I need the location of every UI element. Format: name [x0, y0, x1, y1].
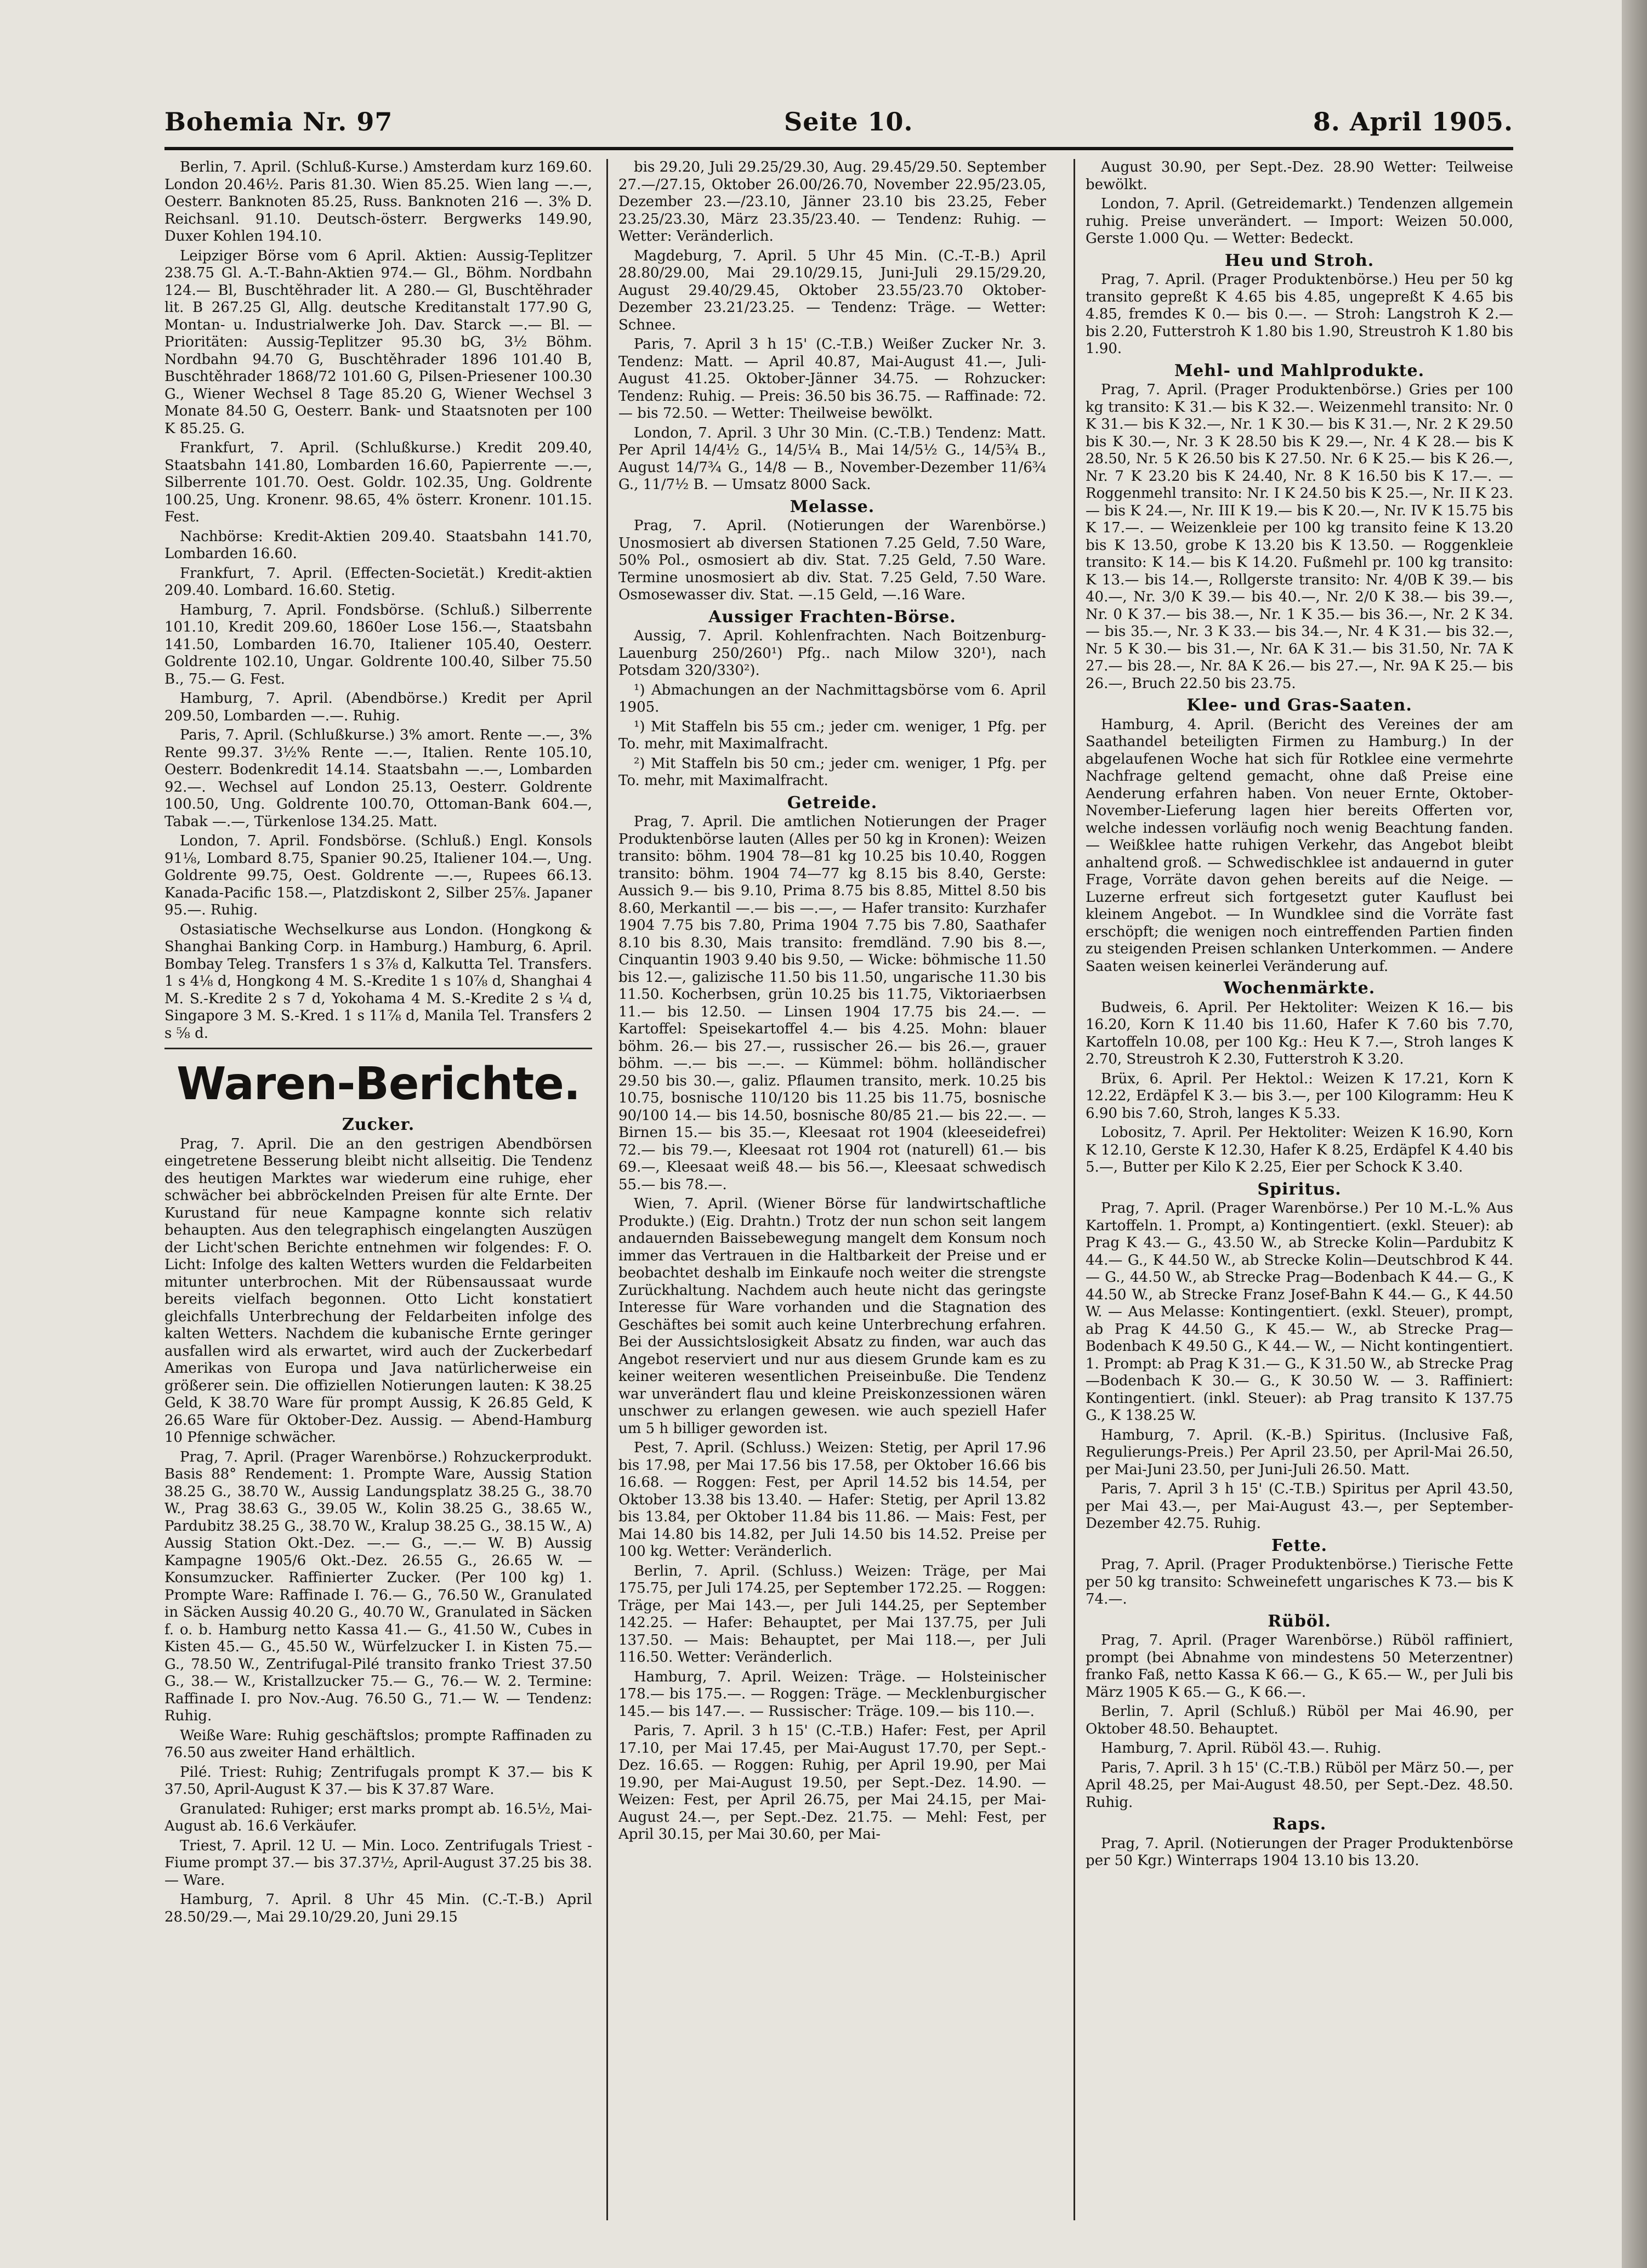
- subsection-heading: Raps.: [1272, 1815, 1327, 1834]
- subsection-heading: Getreide.: [787, 793, 878, 812]
- market-report-paragraph: Paris, 7. April 3 h 15' (C.-T.B.) Weißer Zucker Nr. 3. Tendenz: Matt. — April 40.87, Mai-August 41.—, Juli-August 41.25. Oktober-Jänner 34.75. — Rohzucker: Tendenz: Ruhig. — Preis: 36.50 bis 36.75. — Raffinade: 72.— bis 72.50. — Wetter: Theilweise bewölkt.: [618, 336, 1046, 422]
- page-header: [164, 107, 1513, 145]
- market-report-paragraph: August 30.90, per Sept.-Dez. 28.90 Wetter: Teilweise bewölkt.: [1086, 159, 1513, 193]
- market-report-paragraph: ¹) Abmachungen an der Nachmittagsbörse vom 6. April 1905.: [618, 681, 1046, 715]
- subsection-heading: Rüböl.: [1268, 1611, 1331, 1631]
- market-report-paragraph: ¹) Mit Staffeln bis 55 cm.; jeder cm. weniger, 1 Pfg. per To. mehr, mit Maximalfracht.: [618, 718, 1046, 752]
- column-2: [618, 159, 1046, 2226]
- publication-title: Bohemia Nr. 97: [164, 107, 393, 137]
- subsection-heading: Aussiger Frachten-Börse.: [708, 607, 956, 627]
- market-report-paragraph: Hamburg, 4. April. (Bericht des Vereines der am Saathandel beteiligten Firmen zu Hamburg.) In der abgelaufenen Woche hat sich für Rotklee eine vermehrte Nachfrage geltend gemacht, ohne daß Preise eine Aenderung erfahren haben. Von neuer Ernte, Oktober-November-Lieferung lagen hier bereits Offerten vor, welche indessen vorläufig noch wenig Beachtung fanden. — Weißklee hatte ruhigen Verkehr, das Angebot bleibt anhaltend groß. — Schwedischklee ist andauernd in guter Frage, Vorräte davon gehen bereits auf die Neige. — Luzerne erfreut sich fortgesetzt guter Kauflust bei kleinem Angebot. — In Wundklee sind die Vorräte fast erschöpft; die wenigen noch eintreffenden Partien finden zu steigenden Preisen schlanken Unterkommen. — Andere Saaten weisen keinerlei Veränderung auf.: [1086, 716, 1513, 975]
- market-report-paragraph: Leipziger Börse vom 6 April. Aktien: Aussig-Teplitzer 238.75 Gl. A.-T.-Bahn-Aktien 974.— Gl., Böhm. Nordbahn 124.— Bl, Buschtěhrader lit. A 280.— Gl, Buschtěhrader lit. B 267.25 Gl, Allg. deutsche Kreditanstalt 177.90 G, Montan- u. Industrialwerke Joh. Dav. Starck —.— Bl. — Prioritäten: Aussig-Teplitzer 95.30 bG, 3½ Böhm. Nordbahn 94.70 G, Buschtěhrader 1896 101.40 B, Buschtěhrader 1868/72 101.60 G, Pilsen-Priesener 100.30 G., Wiener Wechsel 8 Tage 85.20 G, Wiener Wechsel 3 Monate 84.50 G, Oesterr. Bank- und Staatsnoten per 100 K 85.25. G.: [164, 247, 592, 437]
- market-report-paragraph: Granulated: Ruhiger; erst marks prompt ab. 16.5½, Mai-August ab. 16.6 Verkäufer.: [164, 1800, 592, 1834]
- market-report-paragraph: Hamburg, 7. April. Weizen: Träge. — Holsteinischer 178.— bis 175.—. — Roggen: Träge. — Mecklenburgischer 145.— bis 147.—. — Russischer: Träge. 109.— bis 110.—.: [618, 1668, 1046, 1720]
- market-report-paragraph: Prag, 7. April. (Prager Warenbörse.) Per 10 M.-L.% Aus Kartoffeln. 1. Prompt, a) Kontingentiert. (exkl. Steuer): ab Prag K 43.— G., 43.50 W., ab Strecke Kolin—Pardubitz K 44.— G., K 44.50 W., ab Strecke Kolin—Deutschbrod K 44.— G., 44.50 W., ab Strecke Prag—Bodenbach K 44.— G., K 44.50 W., ab Strecke Franz Josef-Bahn K 44.— G., K 44.50 W. — Aus Melasse: Kontingentiert. (exkl. Steuer), prompt, ab Prag K 44.50 G., K 45.— W., ab Strecke Prag—Bodenbach K 49.50 G., K 44.— W., — Nicht kontingentiert. 1. Prompt: ab Prag K 31.— G., K 31.50 W., ab Strecke Prag—Bodenbach K 30.— G., K 30.50 W. — 3. Raffiniert: Kontingentiert. (inkl. Steuer): ab Prag transito K 137.75 G., K 138.25 W.: [1086, 1200, 1513, 1424]
- market-report-paragraph: Hamburg, 7. April. 8 Uhr 45 Min. (C.-T.-B.) April 28.50/29.—, Mai 29.10/29.20, Juni 29.15: [164, 1891, 592, 1925]
- market-report-paragraph: Berlin, 7. April (Schluß.) Rüböl per Mai 46.90, per Oktober 48.50. Behauptet.: [1086, 1703, 1513, 1737]
- market-report-paragraph: London, 7. April. Fondsbörse. (Schluß.) Engl. Konsols 91⅛, Lombard 8.75, Spanier 90.25, Italiener 104.—, Ung. Goldrente 99.75, Oest. Goldrente —.—, Rupees 66.13. Kanada-Pacific 158.—, Platzdiskont 2, Silber 25⅞. Japaner 95.—. Ruhig.: [164, 833, 592, 918]
- market-report-paragraph: London, 7. April. (Getreidemarkt.) Tendenzen allgemein ruhig. Preise unverändert. — Import: Weizen 50.000, Gerste 1.000 Qu. — Wetter: Bedeckt.: [1086, 196, 1513, 247]
- subsection-heading: Klee- und Gras-Saaten.: [1186, 696, 1412, 715]
- market-report-paragraph: Triest, 7. April. 12 U. — Min. Loco. Zentrifugals Triest - Fiume prompt 37.— bis 37.37½, April-August 37.25 bis 38.— Ware.: [164, 1837, 592, 1889]
- subsection-heading: Melasse.: [790, 497, 875, 516]
- market-report-paragraph: Paris, 7. April 3 h 15' (C.-T.B.) Spiritus per April 43.50, per Mai 43.—, per Mai-August 43.—, per September-Dezember 42.75. Ruhig.: [1086, 1481, 1513, 1532]
- column-3: [1086, 159, 1513, 2226]
- subsection-heading: Spiritus.: [1257, 1179, 1342, 1199]
- market-report-paragraph: Brüx, 6. April. Per Hektol.: Weizen K 17.21, Korn K 12.22, Erdäpfel K 3.— bis 3.—, per 100 Kilogramm: Heu K 6.90 bis 7.60, Stroh, langes K 5.33.: [1086, 1070, 1513, 1122]
- subsection-heading: Fette.: [1271, 1536, 1327, 1555]
- column-divider: [606, 159, 608, 2220]
- issue-date: 8. April 1905.: [1313, 107, 1513, 137]
- market-report-paragraph: Magdeburg, 7. April. 5 Uhr 45 Min. (C.-T.-B.) April 28.80/29.00, Mai 29.10/29.15, Juni-Juli 29.15/29.20, August 29.40/29.45, Oktober 23.55/23.70 Oktober-Dezember 23.21/23.25. — Tendenz: Träge. — Wetter: Schnee.: [618, 247, 1046, 333]
- market-report-paragraph: Berlin, 7. April. (Schluss.) Weizen: Träge, per Mai 175.75, per Juli 174.25, per September 172.25. — Roggen: Träge, per Mai 143.—, per Juli 144.25, per September 142.25. — Hafer: Behauptet, per Mai 137.75, per Juli 137.50. — Mais: Behauptet, per Mai 118.—, per Juli 116.50. Wetter: Veränderlich.: [618, 1562, 1046, 1666]
- market-report-paragraph: Nachbörse: Kredit-Aktien 209.40. Staatsbahn 141.70, Lombarden 16.60.: [164, 528, 592, 562]
- page-number: Seite 10.: [784, 107, 913, 137]
- market-report-paragraph: Lobositz, 7. April. Per Hektoliter: Weizen K 16.90, Korn K 12.10, Gerste K 12.30, Hafer K 8.25, Erdäpfel K 4.40 bis 5.—, Butter per Kilo K 2.25, Eier per Schock K 3.40.: [1086, 1124, 1513, 1175]
- market-report-paragraph: bis 29.20, Juli 29.25/29.30, Aug. 29.45/29.50. September 27.—/27.15, Oktober 26.00/26.70, November 22.95/23.05, Dezember 23.—/23.10, Jänner 23.10 bis 23.25, Feber 23.25/23.30, März 23.35/23.40. — Tendenz: Ruhig. — Wetter: Veränderlich.: [618, 159, 1046, 245]
- subsection-heading: Wochenmärkte.: [1223, 979, 1376, 998]
- page-edge: [1622, 0, 1647, 2268]
- market-report-paragraph: Berlin, 7. April. (Schluß-Kurse.) Amsterdam kurz 169.60. London 20.46½. Paris 81.30. Wien 85.25. Wien lang —.—, Oesterr. Banknoten 85.25, Russ. Banknoten 216 —. 3% D. Reichsanl. 91.10. Deutsch-österr. Bergwerks 149.90, Duxer Kohlen 194.10.: [164, 159, 592, 245]
- market-report-paragraph: Hamburg, 7. April. Rüböl 43.—. Ruhig.: [1101, 1740, 1382, 1757]
- market-report-paragraph: Hamburg, 7. April. (Abendbörse.) Kredit per April 209.50, Lombarden —.—. Ruhig.: [164, 690, 592, 724]
- market-report-paragraph: Paris, 7. April. 3 h 15' (C.-T.B.) Hafer: Fest, per April 17.10, per Mai 17.45, per Mai-August 17.70, per Sept.-Dez. 16.65. — Roggen: Ruhig, per April 19.90, per Mai 19.90, per Mai-August 19.50, per Sept.-Dez. 14.90. — Weizen: Fest, per April 26.75, per Mai 24.15, per Mai-August 24.—, per Sept.-Dez. 21.75. — Mehl: Fest, per April 30.15, per Mai 30.60, per Mai-: [618, 1723, 1046, 1843]
- section-separator: [164, 1048, 592, 1049]
- market-report-paragraph: Prag, 7. April. (Notierungen der Prager Produktenbörse per 50 Kgr.) Winterraps 1904 13.10 bis 13.20.: [1086, 1835, 1513, 1869]
- subsection-heading: Mehl- und Mahlprodukte.: [1174, 361, 1425, 380]
- market-report-paragraph: London, 7. April. 3 Uhr 30 Min. (C.-T.B.) Tendenz: Matt. Per April 14/4½ G., 14/5¼ B., Mai 14/5½ G., 14/5¾ B., August 14/7¾ G., 14/8 — B., November-Dezember 11/6¾ G., 11/7½ B. — Umsatz 8000 Sack.: [618, 424, 1046, 493]
- market-report-paragraph: Frankfurt, 7. April. (Schlußkurse.) Kredit 209.40, Staatsbahn 141.80, Lombarden 16.60, Papierrente —.—, Silberrente 101.70. Oest. Goldr. 102.35, Ung. Goldrente 100.25, Ung. Kronenr. 98.65, 4% österr. Kronenr. 101.15. Fest.: [164, 440, 592, 525]
- market-report-paragraph: Paris, 7. April. 3 h 15' (C.-T.B.) Rüböl per März 50.—, per April 48.25, per Mai-August 48.50, per Sept.-Dez. 48.50. Ruhig.: [1086, 1759, 1513, 1811]
- market-report-paragraph: Prag, 7. April. Die an den gestrigen Abendbörsen eingetretene Besserung bleibt nicht allseitig. Die Tendenz des heutigen Marktes war wiederum eine ruhige, eher schwächer bei abbröckelnden Preisen für alte Ernte. Der Kurustand für neue Kampagne konnte sich relativ behaupten. Aus den telegraphisch eingelangten Auszügen der Licht'schen Berichte entnehmen wir folgendes: F. O. Licht: Infolge des kalten Wetters wurden die Feldarbeiten mitunter unterbrochen. Mit der Rübensaussaat wurde bereits vielfach begonnen. Otto Licht konstatiert gleichfalls Unterbrechung der Feldarbeiten infolge des kalten Wetters. Nachdem die kubanische Ernte geringer ausfallen wird als erwartet, wird auch der Zuckerbedarf Amerikas von Europa und Java natürlicherweise ein größerer sein. Die offiziellen Notierungen lauten: K 38.25 Geld, K 38.70 Ware für prompt Aussig, K 26.85 Geld, K 26.65 Ware für Oktober-Dez. Aussig. — Abend-Hamburg 10 Pfennige schwächer.: [164, 1135, 592, 1446]
- market-report-paragraph: Weiße Ware: Ruhig geschäftslos; prompte Raffinaden zu 76.50 aus zweiter Hand erhältlich.: [164, 1727, 592, 1761]
- market-report-paragraph: Hamburg, 7. April. Fondsbörse. (Schluß.) Silberrente 101.10, Kredit 209.60, 1860er Lose 156.—, Staatsbahn 141.50, Lombarden 16.70, Italiener 105.40, Oesterr. Goldrente 102.10, Ungar. Goldrente 100.40, Silber 75.50 B., 75.— G. Fest.: [164, 601, 592, 687]
- market-report-paragraph: Prag, 7. April. (Prager Produktenbörse.) Tierische Fette per 50 kg transito: Schweinefett ungarisches K 73.— bis K 74.—.: [1086, 1556, 1513, 1607]
- market-report-paragraph: Aussig, 7. April. Kohlenfrachten. Nach Boitzenburg-Lauenburg 250/260¹) Pfg.. nach Milow 320¹), nach Potsdam 320/330²).: [618, 628, 1046, 679]
- market-report-paragraph: Prag, 7. April. (Notierungen der Warenbörse.) Unosmosiert ab diversen Stationen 7.25 Geld, 7.50 Ware, 50% Pol., osmosiert ab div. Stat. 7.25 Geld, 7.50 Ware. Termine unosmosiert ab div. Stat. 7.25 Geld, 7.50 Ware. Osmosewasser div. Stat. —.15 Geld, —.16 Ware.: [618, 518, 1046, 603]
- section-heading: Waren-Berichte.: [177, 1058, 580, 1110]
- column-1: [164, 159, 592, 2226]
- market-report-paragraph: Budweis, 6. April. Per Hektoliter: Weizen K 16.— bis 16.20, Korn K 11.40 bis 11.60, Hafer K 7.60 bis 7.70, Kartoffeln 10.08, per 100 Kg.: Heu K 7.—, Stroh langes K 2.70, Streustroh K 2.30, Futterstroh K 3.20.: [1086, 999, 1513, 1067]
- market-report-paragraph: Prag, 7. April. (Prager Produktenbörse.) Gries per 100 kg transito: K 31.— bis K 32.—. Weizenmehl transito: Nr. 0 K 31.— bis K 32.—, Nr. 1 K 30.— bis K 31.—, Nr. 2 K 29.50 bis K 30.—, Nr. 3 K 28.50 bis K 29.—, Nr. 4 K 28.— bis K 28.50, Nr. 5 K 26.50 bis K 27.50. Nr. 6 K 25.— bis K 26.—, Nr. 7 K 23.20 bis K 24.40, Nr. 8 K 16.50 bis K 17.—. — Roggenmehl transito: Nr. I K 24.50 bis K 25.—, Nr. II K 23.— bis K 24.—, Nr. III K 19.— bis K 20.—, Nr. IV K 15.75 bis K 17.—. — Weizenkleie per 100 kg transito feine K 13.20 bis K 13.50, grobe K 13.20 bis K 13.50. — Roggenkleie transito: K 14.— bis K 14.20. Fußmehl pr. 100 kg transito: K 13.— bis 14.—, Rollgerste transito: Nr. 4/0B K 39.— bis 40.—, Nr. 3/0 K 39.— bis 40.—, Nr. 2/0 K 38.— bis 39.—, Nr. 0 K 37.— bis 38.—, Nr. 1 K 35.— bis 36.—, Nr. 2 K 34.— bis 35.—, Nr. 3 K 33.— bis 34.—, Nr. 4 K 31.— bis 32.—, Nr. 5 K 30.— bis 31.—, Nr. 6A K 31.— bis 31.50, Nr. 7A K 27.— bis 28.—, Nr. 8A K 26.— bis 27.—, Nr. 9A K 25.— bis 26.—, Bruch 22.50 bis 23.75.: [1086, 382, 1513, 692]
- subsection-heading: Zucker.: [342, 1115, 415, 1134]
- market-report-paragraph: Prag, 7. April. (Prager Warenbörse.) Rohzuckerprodukt. Basis 88° Rendement: 1. Prompte Ware, Aussig Station 38.25 G., 38.70 W., Aussig Landungsplatz 38.25 G., 38.70 W., Prag 38.63 G., 39.05 W., Kolin 38.25 G., 38.65 W., Pardubitz 38.25 G., 38.70 W., Kralup 38.25 G., 38.15 W., A) Aussig Station Okt.-Dez. —.— G., —.— W. B) Aussig Kampagne 1905/6 Okt.-Dez. 26.55 G., 26.65 W. — Konsumzucker. Raffinierter Zucker. (Per 100 kg) 1. Prompte Ware: Raffinade I. 76.— G., 76.50 W., Granulated in Säcken Aussig 40.20 G., 40.70 W., Granulated in Säcken f. o. b. Hamburg netto Kassa 41.— G., 41.50 W., Cubes in Kisten 45.— G., 45.50 W., Würfelzucker I. in Kisten 75.— G., 78.50 W., Zentrifugal-Pilé transito franko Triest 37.50 G., 38.— W., Kristallzucker 75.— G., 76.— W. 2. Termine: Raffinade I. pro Nov.-Aug. 76.50 G., 71.— W. — Tendenz: Ruhig.: [164, 1448, 592, 1724]
- market-report-paragraph: Pilé. Triest: Ruhig; Zentrifugals prompt K 37.— bis K 37.50, April-August K 37.— bis K 37.87 Ware.: [164, 1764, 592, 1798]
- column-divider: [1074, 159, 1075, 2220]
- market-report-paragraph: Pest, 7. April. (Schluss.) Weizen: Stetig, per April 17.96 bis 17.98, per Mai 17.56 bis 17.58, per Oktober 16.66 bis 16.68. — Roggen: Fest, per April 14.52 bis 14.54, per Oktober 13.38 bis 13.40. — Hafer: Stetig, per April 13.82 bis 13.84, per Oktober 11.84 bis 11.86. — Mais: Fest, per Mai 14.80 bis 14.82, per Juli 14.50 bis 14.52. Preise per 100 kg. Wetter: Veränderlich.: [618, 1440, 1046, 1560]
- subsection-heading: Heu und Stroh.: [1224, 251, 1375, 270]
- market-report-paragraph: Frankfurt, 7. April. (Effecten-Societät.) Kredit-aktien 209.40. Lombard. 16.60. Stetig.: [164, 565, 592, 599]
- market-report-paragraph: ²) Mit Staffeln bis 50 cm.; jeder cm. weniger, 1 Pfg. per To. mehr, mit Maximalfracht.: [618, 755, 1046, 789]
- market-report-paragraph: Wien, 7. April. (Wiener Börse für landwirtschaftliche Produkte.) (Eig. Drahtn.) Trotz der nun schon seit langem andauernden Baissebewegung mangelt dem Konsum noch immer das Vertrauen in die Haltbarkeit der Preise und er beobachtet deshalb im Einkaufe noch weiter die strengste Zurückhaltung. Nachdem auch heute nicht das geringste Interesse für Ware vorhanden und die Stagnation des Geschäftes bei somit auch keine Unterbrechung erfahren. Bei der Aussichtslosigkeit Absatz zu finden, war auch das Angebot reserviert und nur aus diesem Grunde kam es zu keiner weiteren wesentlichen Preiseinbuße. Die Tendenz war unverändert flau und kleine Preiskonzessionen wären unschwer zu erlangen gewesen. wie auch speziell Hafer um 5 h billiger geworden ist.: [618, 1196, 1046, 1437]
- market-report-paragraph: Ostasiatische Wechselkurse aus London. (Hongkong & Shanghai Banking Corp. in Hamburg.) Hamburg, 6. April. Bombay Teleg. Transfers 1 s 3⅞ d, Kalkutta Tel. Transfers. 1 s 4⅛ d, Hongkong 4 M. S.-Kredite 1 s 10⅞ d, Shanghai 4 M. S.-Kredite 2 s 7 d, Yokohama 4 M. S.-Kredite 2 s ¼ d, Singapore 3 M. S.-Kred. 1 s 11⅞ d, Manila Tel. Transfers 2 s ⅝ d.: [164, 921, 592, 1042]
- market-report-paragraph: Prag, 7. April. (Prager Produktenbörse.) Heu per 50 kg transito gepreßt K 4.65 bis 4.85, ungepreßt K 4.65 bis 4.85, fremdes K 0.— bis 0.—. — Stroh: Langstroh K 2.— bis 2.20, Futterstroh K 1.80 bis 1.90, Streustroh K 1.80 bis 1.90.: [1086, 271, 1513, 357]
- market-report-paragraph: Paris, 7. April. (Schlußkurse.) 3% amort. Rente —.—, 3% Rente 99.37. 3½% Rente —.—, Italien. Rente 105.10, Oesterr. Bodenkredit 14.14. Staatsbahn —.—, Lombarden 92.—. Wechsel auf London 25.13, Oesterr. Goldrente 100.50, Ung. Goldrente 100.70, Ottoman-Bank 604.—, Tabak —.—, Türkenlose 134.25. Matt.: [164, 727, 592, 830]
- header-rule: [164, 147, 1513, 150]
- market-report-paragraph: Prag, 7. April. Die amtlichen Notierungen der Prager Produktenbörse lauten (Alles per 50 kg in Kronen): Weizen transito: böhm. 1904 78—81 kg 10.25 bis 10.40, Roggen transito: böhm. 1904 74—77 kg 8.15 bis 8.40, Gerste: Aussich 9.— bis 9.10, Prima 8.75 bis 8.85, Mittel 8.50 bis 8.60, Merkantil —.— bis —.—, — Hafer transito: Kurzhafer 1904 7.75 bis 7.80, Prima 1904 7.75 bis 7.80, Saathafer 8.10 bis 8.30, Mais transito: fremdländ. 7.90 bis 8.—, Cinquantin 1903 9.40 bis 9.50, — Wicke: böhmische 11.50 bis 12.—, galizische 11.50 bis 11.50, ungarische 11.30 bis 11.50. Kocherbsen, grün 10.25 bis 11.75, Viktoriaerbsen 11.— bis 12.50. — Linsen 1904 17.75 bis 24.—. — Kartoffel: Speisekartoffel 4.— bis 4.25. Mohn: blauer böhm. 26.— bis 27.—, russischer 26.— bis 26.—, grauer böhm. —.— bis —.—. — Kümmel: böhm. holländischer 29.50 bis 30.—, galiz. Pflaumen transito, merk. 10.25 bis 10.75, bosnische 110/120 bis 11.25 bis 11.75, bosnische 90/100 14.— bis 14.50, bosnische 80/85 21.— bis 22.—. — Birnen 15.— bis 35.—, Kleesaat rot 1904 (kleeseidefrei) 72.— bis 79.—, Kleesaat rot 1904 rot (naturell) 61.— bis 69.—, Kleesaat weiß 48.— bis 56.—, Kleesaat schwedisch 55.— bis 78.—.: [618, 814, 1046, 1193]
- market-report-paragraph: Prag, 7. April. (Prager Warenbörse.) Rüböl raffiniert, prompt (bei Abnahme von mindestens 50 Meterzentner) franko Faß, netto Kassa K 66.— G., K 65.— W., per Juli bis März 1905 K 65.— G., K 66.—.: [1086, 1632, 1513, 1701]
- market-report-paragraph: Hamburg, 7. April. (K.-B.) Spiritus. (Inclusive Faß, Regulierungs-Preis.) Per April 23.50, per April-Mai 26.50, per Mai-Juni 23.50, per Juni-Juli 26.50. Matt.: [1086, 1426, 1513, 1478]
